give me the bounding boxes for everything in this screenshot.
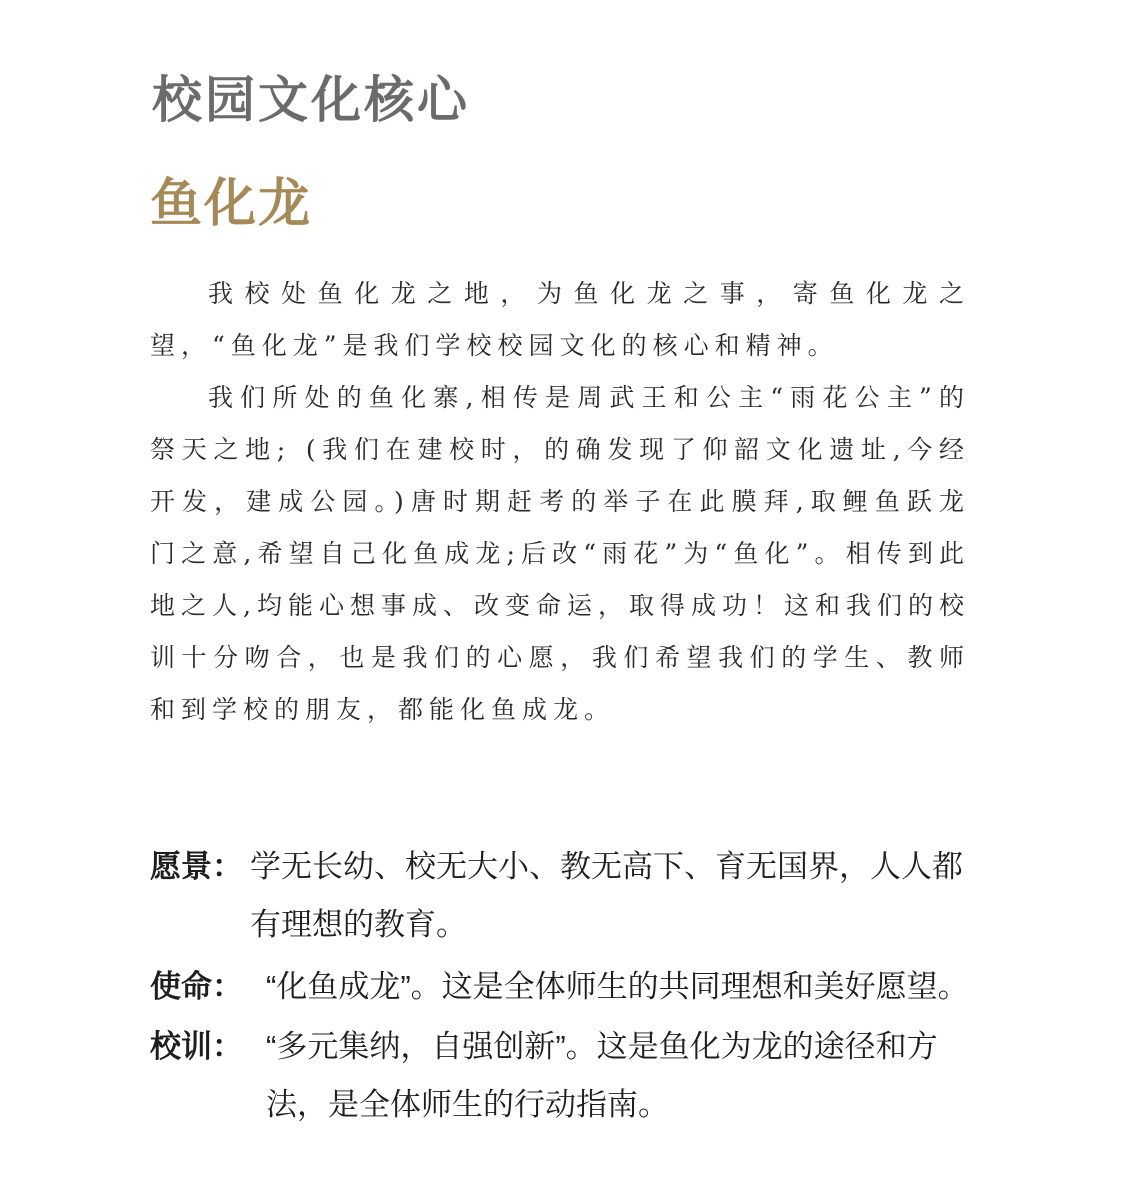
motto-colon: ： <box>212 1029 243 1064</box>
vision-label-text: 愿景 <box>150 849 212 884</box>
intro-paragraph-1: 我校处鱼化龙之地，为鱼化龙之事，寄鱼化龙之望，“鱼化龙”是我们学校校园文化的核心和精神。 <box>150 279 970 360</box>
section-title: 鱼化龙 <box>150 173 313 234</box>
vision-label <box>150 838 243 896</box>
vision-colon: ： <box>212 849 243 884</box>
intro-text <box>150 268 970 736</box>
mission-row <box>150 958 990 1018</box>
vision-text: 学无长幼、校无大小、教无高下、育无国界，人人都有理想的教育。 <box>250 849 963 942</box>
page-title: 校园文化核心 <box>152 71 470 129</box>
vision-row <box>150 838 990 958</box>
intro-paragraph-2: 我们所处的鱼化寨,相传是周武王和公主“雨花公主”的祭天之地; (我们在建校时，的确发现了仰韶文化遗址,今经开发，建成公园。)唐时期赶考的举子在此膜拜,取鲤鱼跃龙门之意,希望自己化鱼成龙;后改“雨花”为“鱼化”。相传到此地之人,均能心想事成、改变命运，取得成功！这和我们的校训十分吻合，也是我们的心愿，我们希望我们的学生、教师和到学校的朋友，都能化鱼成龙。 <box>150 383 970 724</box>
motto-label-text: 校训 <box>150 1029 212 1064</box>
motto-row <box>150 1018 990 1138</box>
mission-label <box>150 958 243 1016</box>
motto-label <box>150 1018 243 1076</box>
mission-label-text: 使命 <box>150 969 212 1004</box>
motto-text: “多元集纳，自强创新”。这是鱼化为龙的途径和方法，是全体师生的行动指南。 <box>266 1029 938 1122</box>
mission-text: “化鱼成龙”。这是全体师生的共同理想和美好愿望。 <box>266 969 969 1004</box>
mission-colon: ： <box>212 969 243 1004</box>
